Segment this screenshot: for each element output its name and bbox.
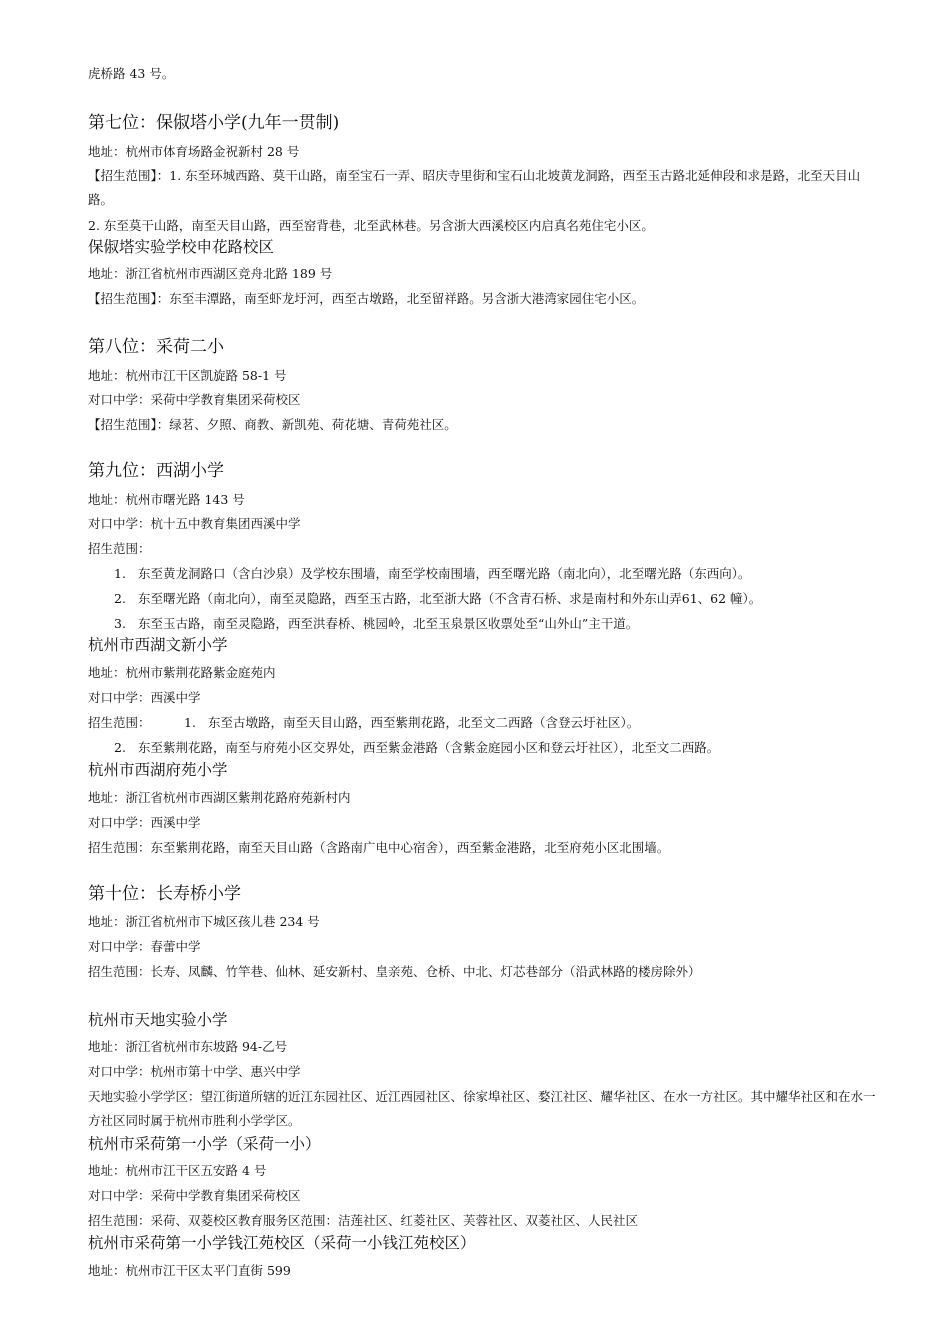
list-number: 2. — [114, 740, 126, 755]
list-item — [114, 616, 638, 632]
middle-school-line: 对口中学：西溪中学 — [88, 690, 201, 705]
text-line: 虎桥路 43 号。 — [88, 66, 175, 81]
middle-school-line: 对口中学：采荷中学教育集团采荷校区 — [88, 392, 301, 407]
section-heading: 第七位：保俶塔小学(九年一贯制) — [88, 113, 340, 133]
address-line: 地址：杭州市紫荆花路紫金庭苑内 — [88, 665, 276, 680]
list-number: 3. — [114, 616, 126, 631]
middle-school-line: 对口中学：采荷中学教育集团采荷校区 — [88, 1188, 301, 1203]
school-name: 杭州市采荷第一小学（采荷一小） — [88, 1135, 321, 1153]
middle-school-line: 对口中学：杭十五中教育集团西溪中学 — [88, 516, 301, 531]
address-line: 地址：浙江省杭州市下城区孩儿巷 234 号 — [88, 914, 320, 929]
address-line: 地址：杭州市曙光路 143 号 — [88, 492, 245, 507]
list-text: 东至紫荆花路，南至与府苑小区交界处，西至紫金港路（含紫金庭园小区和登云圩社区），北至文二西路。 — [138, 740, 720, 755]
address-line: 地址：浙江省杭州市西湖区竞舟北路 189 号 — [88, 266, 333, 281]
list-text: 东至曙光路（南北向），南至灵隐路，西至玉古路，北至浙大路（不含青石桥、求是南村和外东山弄61、62 幢）。 — [138, 591, 762, 606]
address-line: 地址：杭州市体育场路金祝新村 28 号 — [88, 144, 300, 159]
enrollment-label: 招生范围： — [88, 715, 151, 730]
address-line: 地址：浙江省杭州市东坡路 94-乙号 — [88, 1039, 288, 1054]
address-line: 地址：杭州市江干区五安路 4 号 — [88, 1163, 267, 1178]
school-name: 保俶塔实验学校申花路校区 — [88, 238, 275, 256]
section-heading: 第八位：采荷二小 — [88, 337, 224, 357]
list-item — [114, 591, 761, 607]
address-line: 地址：浙江省杭州市西湖区紫荆花路府苑新村内 — [88, 790, 351, 805]
list-item — [184, 715, 639, 731]
list-text: 东至玉古路，南至灵隐路，西至洪春桥、桃园岭，北至玉泉景区收票处至“山外山”主干道。 — [138, 616, 639, 631]
list-number: 1. — [184, 715, 196, 730]
enrollment-range: 招生范围：长寿、凤麟、竹竿巷、仙林、延安新村、皇亲苑、仓桥、中北、灯芯巷部分（沿武林路的楼房除外） — [88, 964, 701, 979]
list-number: 1. — [114, 566, 126, 581]
school-name: 杭州市采荷第一小学钱江苑校区（采荷一小钱江苑校区） — [88, 1234, 476, 1252]
enrollment-range: 【招生范围】：绿茗、夕照、商教、新凯苑、荷花塘、青荷苑社区。 — [88, 417, 457, 432]
list-text: 东至古墩路，南至天目山路，西至紫荆花路，北至文二西路（含登云圩社区）。 — [208, 715, 640, 730]
enrollment-range: 【招生范围】：1. 东至环城西路、莫干山路，南至宝石一弄、昭庆寺里街和宝石山北坡黄龙洞路，西至玉古路北延伸段和求是路，北至天目山路。 — [88, 168, 861, 207]
address-line: 地址：杭州市江干区太平门直街 599 — [88, 1263, 291, 1278]
list-item — [114, 566, 751, 582]
section-heading: 第九位：西湖小学 — [88, 461, 224, 481]
school-name: 杭州市西湖府苑小学 — [88, 761, 228, 779]
middle-school-line: 对口中学：西溪中学 — [88, 815, 201, 830]
list-item — [114, 740, 719, 756]
list-number: 2. — [114, 591, 126, 606]
school-name: 杭州市西湖文新小学 — [88, 636, 228, 654]
middle-school-line: 对口中学：杭州市第十中学、惠兴中学 — [88, 1064, 301, 1079]
school-name: 杭州市天地实验小学 — [88, 1011, 228, 1029]
enrollment-label: 招生范围： — [88, 541, 151, 556]
enrollment-range-item: 2. 东至莫干山路，南至天目山路，西至窑背巷，北至武林巷。另含浙大西溪校区内启真名苑住宅小区。 — [88, 218, 654, 233]
list-text: 东至黄龙洞路口（含白沙泉）及学校东围墙，南至学校南围墙，西至曙光路（南北向），北至曙光路（东西向）。 — [138, 566, 751, 581]
middle-school-line: 对口中学：春蕾中学 — [88, 939, 201, 954]
section-heading: 第十位：长寿桥小学 — [88, 884, 241, 904]
school-district: 天地实验小学学区：望江街道所辖的近江东园社区、近江西园社区、徐家埠社区、婺江社区、耀华社区、在水一方社区。其中耀华社区和在水一方社区同时属于杭州市胜利小学学区。 — [88, 1089, 876, 1128]
address-line: 地址：杭州市江干区凯旋路 58-1 号 — [88, 368, 287, 383]
enrollment-range: 【招生范围】：东至丰潭路，南至虾龙圩河，西至古墩路，北至留祥路。另含浙大港湾家园住宅小区。 — [88, 291, 645, 306]
enrollment-range: 招生范围：采荷、双菱校区教育服务区范围：洁莲社区、红菱社区、芙蓉社区、双菱社区、人民社区 — [88, 1213, 639, 1228]
enrollment-range: 招生范围：东至紫荆花路，南至天目山路（含路南广电中心宿舍），西至紫金港路，北至府苑小区北围墙。 — [88, 840, 670, 855]
